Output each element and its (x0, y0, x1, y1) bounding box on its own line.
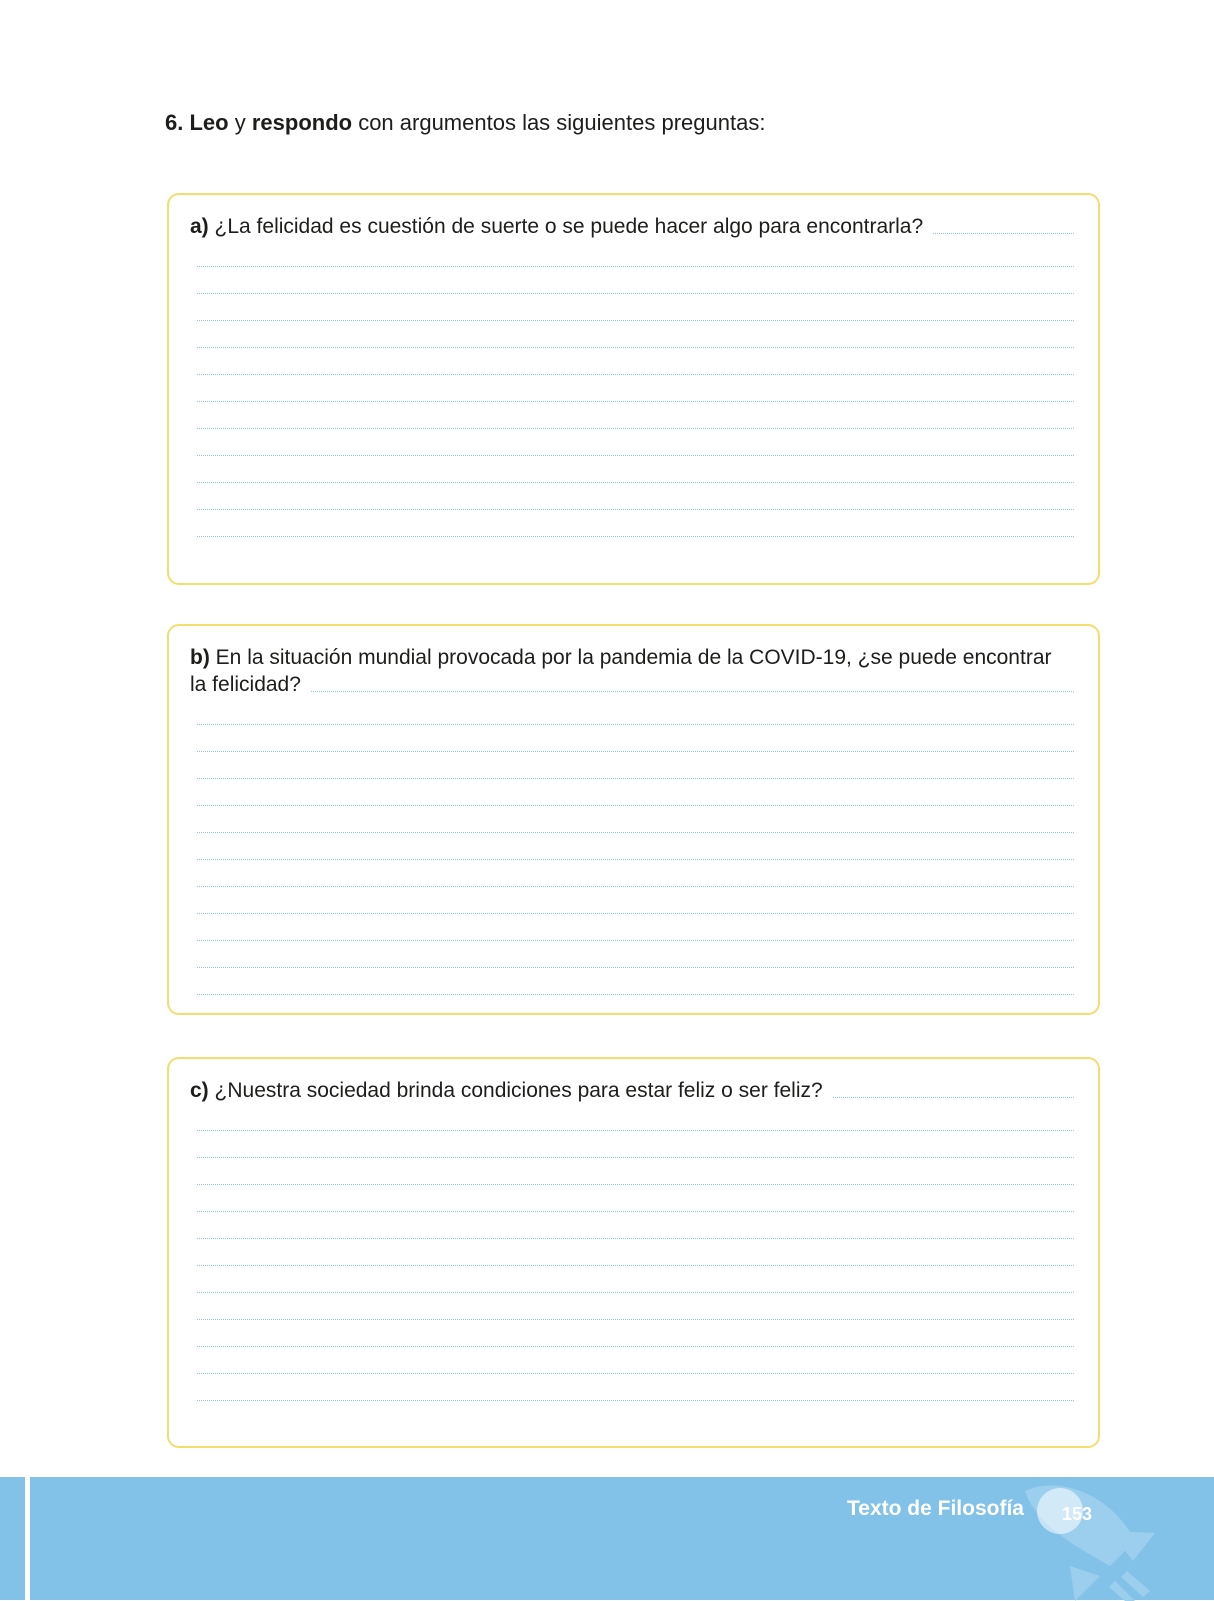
answer-line[interactable] (197, 456, 1074, 483)
answer-line[interactable] (197, 267, 1074, 294)
answer-line[interactable] (197, 1131, 1074, 1158)
answer-line[interactable] (197, 833, 1074, 860)
answer-line[interactable] (197, 240, 1074, 267)
answer-line[interactable] (197, 375, 1074, 402)
answer-line[interactable] (197, 294, 1074, 321)
answer-line[interactable] (197, 806, 1074, 833)
answer-line[interactable] (197, 1266, 1074, 1293)
answer-line[interactable] (197, 698, 1074, 725)
question-c (190, 1077, 1074, 1104)
answer-line[interactable] (197, 1185, 1074, 1212)
answer-line[interactable] (311, 690, 1074, 692)
page-footer (0, 1477, 1214, 1600)
answer-line[interactable] (197, 348, 1074, 375)
answer-line[interactable] (197, 914, 1074, 941)
footer-divider (25, 1477, 30, 1600)
page-number: 153 (1062, 1504, 1093, 1524)
question-a (190, 213, 1074, 240)
answer-line[interactable] (197, 887, 1074, 914)
question-b-text-line1: En la situación mundial provocada por la pandemia de la COVID-19, ¿se puede encontrar (215, 646, 1052, 669)
question-c-text: ¿Nuestra sociedad brinda condiciones para estar feliz o ser feliz? (214, 1079, 823, 1102)
answer-box-b[interactable] (167, 624, 1100, 1015)
answer-lines-b[interactable] (197, 698, 1074, 995)
answer-lines-a[interactable] (197, 240, 1074, 537)
answer-line[interactable] (197, 1212, 1074, 1239)
answer-line[interactable] (197, 1347, 1074, 1374)
answer-box-a[interactable] (167, 193, 1100, 585)
answer-lines-c[interactable] (197, 1104, 1074, 1401)
answer-line[interactable] (197, 1293, 1074, 1320)
question-a-letter: a) (190, 215, 209, 238)
answer-line[interactable] (197, 725, 1074, 752)
answer-line[interactable] (197, 1320, 1074, 1347)
answer-line[interactable] (197, 483, 1074, 510)
question-b (190, 644, 1074, 698)
answer-line[interactable] (197, 941, 1074, 968)
answer-line[interactable] (197, 321, 1074, 348)
question-b-letter: b) (190, 646, 210, 669)
answer-line[interactable] (197, 1374, 1074, 1401)
answer-line[interactable] (197, 779, 1074, 806)
instruction-verb-answer: respondo (251, 110, 353, 135)
instruction-verb-read: Leo (189, 110, 229, 135)
answer-line[interactable] (197, 1239, 1074, 1266)
answer-line[interactable] (833, 1096, 1074, 1098)
answer-line[interactable] (933, 232, 1074, 234)
answer-box-c[interactable] (167, 1057, 1100, 1448)
question-c-letter: c) (190, 1079, 209, 1102)
footer-book-title: Texto de Filosofía (847, 1497, 1024, 1520)
answer-line[interactable] (197, 1104, 1074, 1131)
answer-line[interactable] (197, 1158, 1074, 1185)
answer-line[interactable] (197, 510, 1074, 537)
exercise-instruction (165, 108, 765, 138)
answer-line[interactable] (197, 402, 1074, 429)
instruction-conjunction: y (228, 110, 252, 135)
answer-line[interactable] (197, 860, 1074, 887)
question-a-text: ¿La felicidad es cuestión de suerte o se puede hacer algo para encontrarla? (214, 215, 924, 238)
exercise-number: 6. (165, 110, 184, 135)
answer-line[interactable] (197, 968, 1074, 995)
answer-line[interactable] (197, 429, 1074, 456)
instruction-rest: con argumentos las siguientes preguntas: (352, 110, 766, 135)
rocket-icon (1015, 1471, 1175, 1601)
question-b-text-line2: la felicidad? (190, 673, 301, 696)
answer-line[interactable] (197, 752, 1074, 779)
